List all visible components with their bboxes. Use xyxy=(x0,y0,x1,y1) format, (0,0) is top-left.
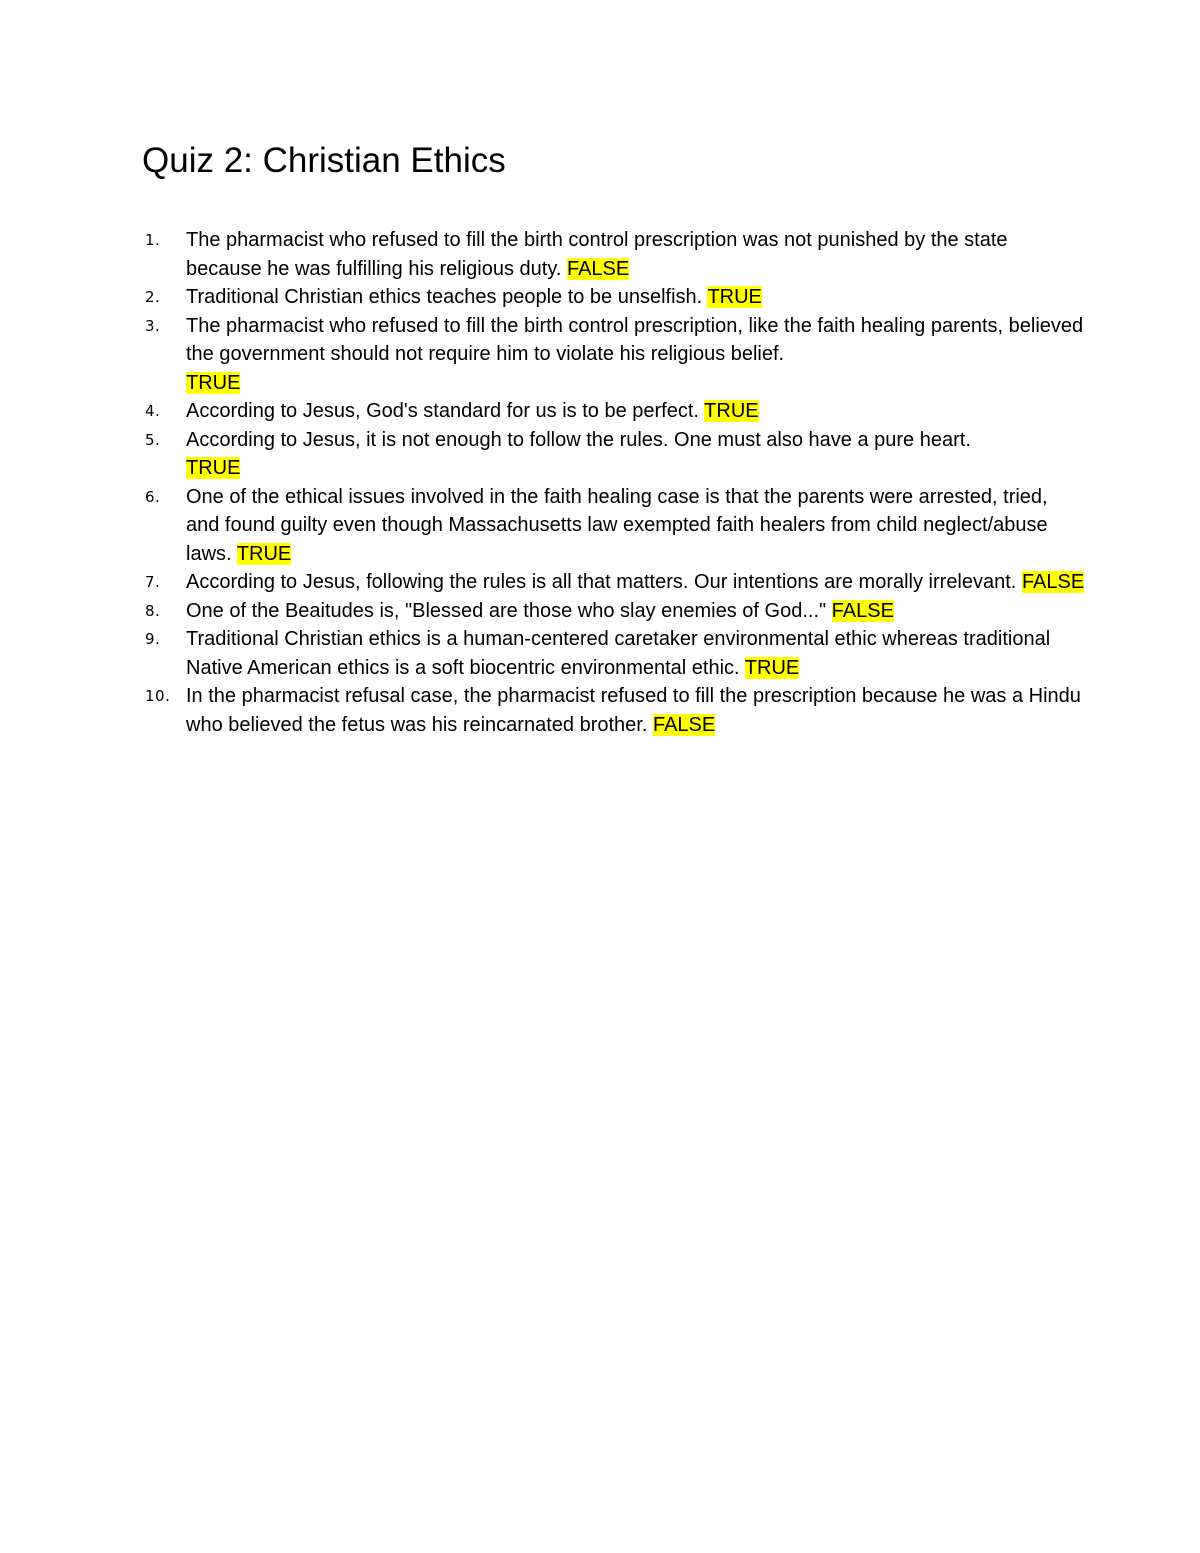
question-item xyxy=(145,312,1086,398)
question-item xyxy=(145,283,1086,312)
question-item xyxy=(145,597,1086,626)
question-number: 9. xyxy=(145,630,161,648)
question-item xyxy=(145,625,1086,682)
question-number: 1. xyxy=(145,231,161,249)
question-text: In the pharmacist refusal case, the pharmacist refused to fill the prescription because he was a Hindu who believed the fetus was his reincarnated brother. xyxy=(186,685,1081,736)
question-number: 5. xyxy=(145,430,161,449)
answer-highlight: FALSE xyxy=(566,257,630,280)
question-item xyxy=(145,426,1086,483)
question-number: 8. xyxy=(145,601,161,620)
answer-highlight: TRUE xyxy=(186,371,241,394)
question-text: According to Jesus, following the rules is all that matters. Our intentions are morally irrelevant. xyxy=(186,571,1017,593)
answer-highlight: TRUE xyxy=(236,542,292,565)
question-text: According to Jesus, it is not enough to follow the rules. One must also have a pure heart. xyxy=(186,428,971,451)
answer-highlight: TRUE xyxy=(704,400,759,422)
question-text: One of the Beaitudes is, "Blessed are those who slay enemies of God..." xyxy=(186,599,827,622)
question-item xyxy=(145,483,1086,569)
question-text: Traditional Christian ethics is a human-centered caretaker environmental ethic whereas traditional Native American ethics is a soft biocentric environmental ethic. xyxy=(186,628,1051,679)
question-text: One of the ethical issues involved in the faith healing case is that the parents were arrested, tried, and found guilty even though Massachusetts law exempted faith healers from child neglect/abuse laws. xyxy=(186,485,1048,565)
question-item xyxy=(145,226,1086,283)
question-number: 7. xyxy=(145,573,161,591)
question-number: 6. xyxy=(145,487,161,506)
question-number: 3. xyxy=(145,316,161,335)
question-item xyxy=(145,397,1086,426)
answer-highlight: FALSE xyxy=(1021,571,1085,593)
question-number: 4. xyxy=(145,402,161,420)
answer-highlight: TRUE xyxy=(744,656,800,679)
question-item xyxy=(145,568,1086,597)
question-number: 10. xyxy=(145,687,171,705)
answer-highlight: FALSE xyxy=(831,599,894,622)
question-list xyxy=(145,226,1086,739)
answer-highlight: TRUE xyxy=(707,286,762,308)
question-text: Traditional Christian ethics teaches people to be unselfish. xyxy=(186,286,703,308)
question-text: According to Jesus, God's standard for us is to be perfect. xyxy=(186,400,699,422)
page-title: Quiz 2: Christian Ethics xyxy=(142,141,506,180)
question-number: 2. xyxy=(145,288,161,306)
answer-highlight: FALSE xyxy=(652,713,716,736)
question-text: The pharmacist who refused to fill the birth control prescription, like the faith healing parents, believed the government should not require him to violate his religious belief. xyxy=(186,314,1084,365)
answer-highlight: TRUE xyxy=(186,457,241,479)
question-text: The pharmacist who refused to fill the birth control prescription was not punished by the state because he was fulfilling his religious duty. xyxy=(186,229,1008,280)
question-item xyxy=(145,682,1086,739)
